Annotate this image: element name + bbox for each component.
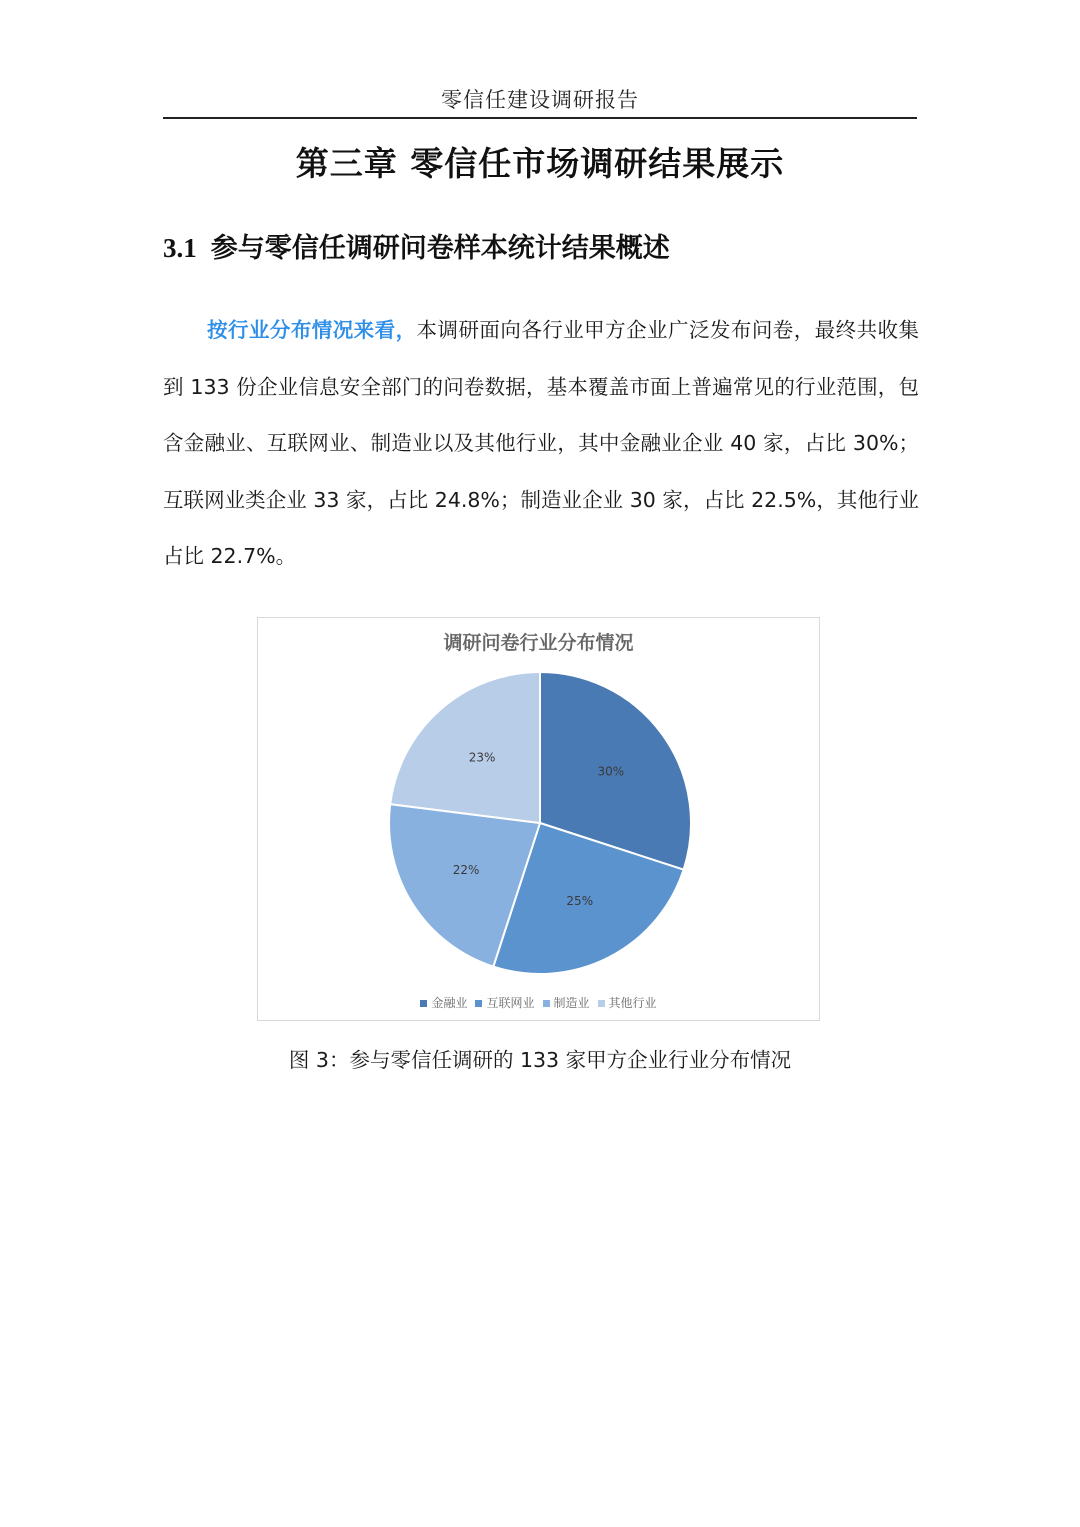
legend-label: 互联网业 bbox=[486, 996, 535, 1010]
pie-data-label-1: 30% bbox=[597, 764, 625, 779]
legend-item-3 bbox=[543, 994, 590, 1011]
running-header: 零信任建设调研报告 bbox=[441, 88, 639, 112]
section-title bbox=[163, 226, 670, 265]
pie-chart bbox=[257, 617, 820, 1021]
chart-legend bbox=[258, 994, 819, 1011]
paragraph-lead: 按行业分布情况来看， bbox=[207, 318, 417, 342]
legend-item-4 bbox=[598, 994, 657, 1011]
pie-data-label-4: 23% bbox=[468, 750, 496, 765]
legend-swatch bbox=[598, 1000, 605, 1007]
pie-chart-svg bbox=[258, 618, 821, 1022]
legend-label: 制造业 bbox=[553, 996, 590, 1010]
legend-swatch bbox=[420, 1000, 427, 1007]
chapter-title: 第三章 零信任市场调研结果展示 bbox=[295, 144, 785, 183]
chart-title: 调研问卷行业分布情况 bbox=[443, 632, 634, 654]
pie-data-label-2: 25% bbox=[566, 894, 594, 909]
section-heading: 参与零信任调研问卷样本统计结果概述 bbox=[210, 233, 670, 264]
legend-item-2 bbox=[475, 994, 534, 1011]
figure-caption: 图 3：参与零信任调研的 133 家甲方企业行业分布情况 bbox=[288, 1048, 792, 1072]
legend-label: 金融业 bbox=[431, 996, 468, 1010]
legend-swatch bbox=[543, 1000, 550, 1007]
body-paragraph bbox=[163, 302, 919, 585]
pie-slice-4 bbox=[390, 672, 540, 823]
header-rule bbox=[163, 117, 917, 119]
pie-data-label-3: 22% bbox=[452, 862, 480, 877]
legend-item-1 bbox=[420, 994, 467, 1011]
legend-swatch bbox=[475, 1000, 482, 1007]
section-number: 3.1 bbox=[163, 233, 197, 263]
legend-label: 其他行业 bbox=[608, 996, 657, 1010]
paragraph-text: 本调研面向各行业甲方企业广泛发布问卷，最终共收集到 133 份企业信息安全部门的问卷数据，基本覆盖市面上普遍常见的行业范围，包含金融业、互联网业、制造业以及其他行业，其中金融业企业 40 家，占比 30%；互联网业类企业 33 家，占比 24.8%；制造业企业 30 家，占比 22.5%，其他行业占比 22.7%。 bbox=[163, 318, 919, 568]
